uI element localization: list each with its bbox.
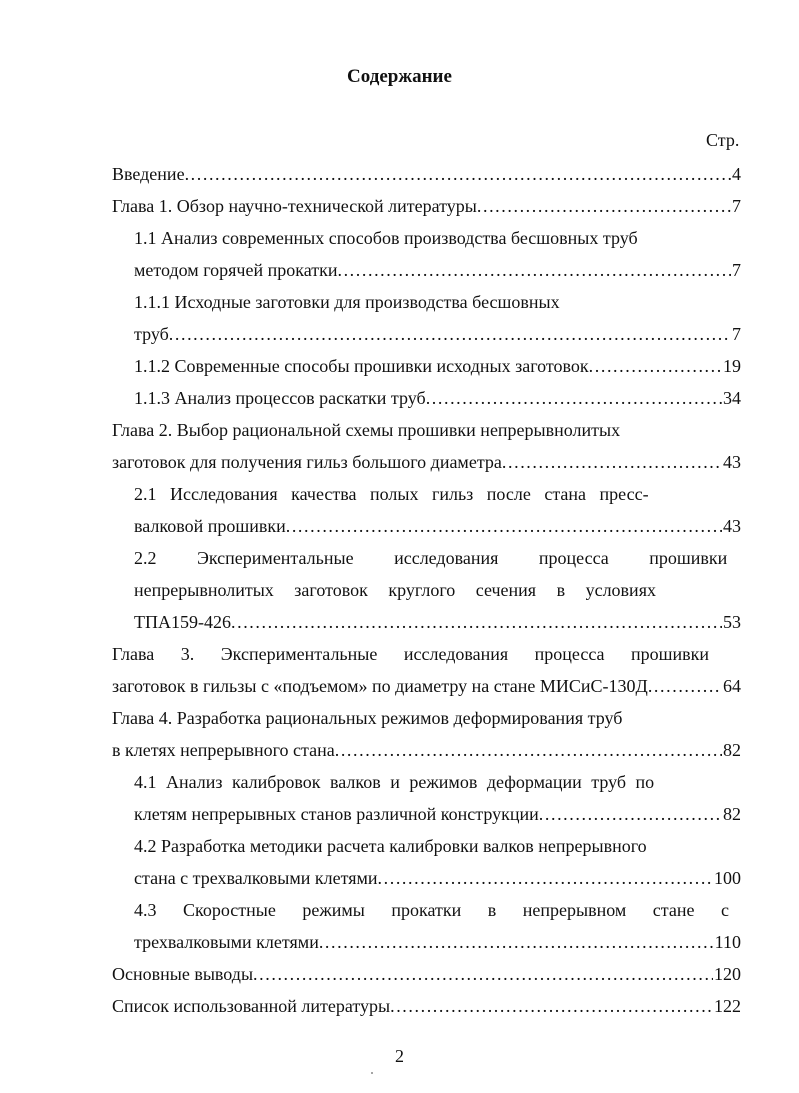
toc-entry-1-1-line1[interactable] xyxy=(134,226,741,250)
toc-entry-2-1-line1[interactable] xyxy=(134,482,679,506)
toc-entry-1-1-2[interactable] xyxy=(134,354,741,378)
dot-leader xyxy=(648,674,722,698)
toc-page-number: 64 xyxy=(723,676,741,696)
dot-leader xyxy=(390,994,713,1018)
page-title: Содержание xyxy=(347,66,452,87)
toc-entry-text: 1.1 Анализ современных способов производства бесшовных труб xyxy=(134,228,638,248)
toc-entry-text: заготовок для получения гильз большого диаметра xyxy=(112,452,502,472)
dot-leader xyxy=(378,866,713,890)
toc-entry-text: Глава 3. Экспериментальные исследования процесса прошивки xyxy=(112,644,710,664)
toc-page-number: 7 xyxy=(732,196,741,216)
toc-page-number: 7 xyxy=(732,260,741,280)
toc-page-number: 43 xyxy=(723,452,741,472)
toc-entry-text: стана с трехвалковыми клетями xyxy=(134,868,378,888)
toc-entry-4-1-line1[interactable] xyxy=(134,770,679,794)
dot-leader xyxy=(477,194,731,218)
toc-entry-text: в клетях непрерывного стана xyxy=(112,740,335,760)
toc-page-number: 53 xyxy=(723,612,741,632)
toc-entry-1-1-line2[interactable] xyxy=(134,258,741,282)
toc-entry-4-3-line2[interactable] xyxy=(134,930,741,954)
toc-page-number: 82 xyxy=(723,804,741,824)
toc-entry-chapter-4-line2[interactable] xyxy=(112,738,741,762)
toc-entry-text: Глава 2. Выбор рациональной схемы прошивки непрерывнолитых xyxy=(112,420,621,440)
toc-entry-text: 2.1 Исследования качества полых гильз после стана пресс- xyxy=(134,484,649,504)
toc-entry-conclusions[interactable] xyxy=(112,962,741,986)
toc-entry-text: непрерывнолитых заготовок круглого сечения в условиях xyxy=(134,580,656,600)
toc-entry-text: методом горячей прокатки xyxy=(134,260,338,280)
toc-entry-4-1-line2[interactable] xyxy=(134,802,741,826)
toc-entry-text: клетям непрерывных станов различной конструкции xyxy=(134,804,539,824)
toc-page-number: 34 xyxy=(723,388,741,408)
dot-leader xyxy=(335,738,722,762)
toc-entry-chapter-3-line1[interactable] xyxy=(112,642,710,666)
toc-entry-2-2-line2[interactable] xyxy=(134,578,679,602)
toc-entry-chapter-3-line2[interactable] xyxy=(112,674,741,698)
dot-leader xyxy=(231,610,722,634)
toc-page-number: 7 xyxy=(732,324,741,344)
toc-entry-4-2-line2[interactable] xyxy=(134,866,741,890)
toc-page-number: 4 xyxy=(732,164,741,184)
toc-entry-intro[interactable] xyxy=(112,162,741,186)
toc-entry-text: 1.1.1 Исходные заготовки для производства бесшовных xyxy=(134,292,560,312)
toc-entry-text: трехвалковыми клетями xyxy=(134,932,319,952)
toc-page-number: 120 xyxy=(714,964,741,984)
dot-leader xyxy=(337,258,731,282)
scan-speck xyxy=(371,1072,373,1074)
toc-entry-text: 2.2 Экспериментальные исследования процесса прошивки xyxy=(134,548,728,568)
toc-page-number: 43 xyxy=(723,516,741,536)
toc-page-number: 122 xyxy=(714,996,741,1016)
dot-leader xyxy=(502,450,722,474)
dot-leader xyxy=(286,514,722,538)
toc-entry-references[interactable] xyxy=(112,994,741,1018)
dot-leader xyxy=(539,802,722,826)
toc-entry-text: Глава 1. Обзор научно-технической литературы xyxy=(112,196,477,216)
toc-entry-2-1-line2[interactable] xyxy=(134,514,741,538)
page-column-label: Стр. xyxy=(706,130,740,150)
dot-leader xyxy=(319,930,714,954)
toc-entry-text: 4.2 Разработка методики расчета калибровки валков непрерывного xyxy=(134,836,647,856)
toc-entry-1-1-3[interactable] xyxy=(134,386,741,410)
toc-entry-text: 4.3 Скоростные режимы прокатки в непрерывном стане с xyxy=(134,900,729,920)
toc-entry-1-1-1-line1[interactable] xyxy=(134,290,676,314)
toc-entry-text: 1.1.2 Современные способы прошивки исходных заготовок xyxy=(134,356,589,376)
toc-entry-4-2-line1[interactable] xyxy=(134,834,741,858)
toc-entry-chapter-2-line2[interactable] xyxy=(112,450,741,474)
toc-entry-text: Основные выводы xyxy=(112,964,254,984)
toc-entry-2-2-line3[interactable] xyxy=(134,610,741,634)
toc-entry-chapter-1[interactable] xyxy=(112,194,741,218)
toc-entry-text: заготовок в гильзы с «подъемом» по диаметру на стане МИСиС-130Д xyxy=(112,676,648,696)
toc-page-number: 100 xyxy=(714,868,741,888)
toc-entry-text: валковой прошивки xyxy=(134,516,286,536)
toc-entry-4-3-line1[interactable] xyxy=(134,898,729,922)
dot-leader xyxy=(253,962,713,986)
toc-page-number: 110 xyxy=(714,932,741,952)
dot-leader xyxy=(169,322,731,346)
toc-entry-text: труб xyxy=(134,324,169,344)
toc-entry-text: 4.1 Анализ калибровок валков и режимов деформации труб по xyxy=(134,772,655,792)
toc-page-number: 82 xyxy=(723,740,741,760)
dot-leader xyxy=(185,162,731,186)
toc-entry-text: Введение xyxy=(112,164,185,184)
dot-leader xyxy=(589,354,722,378)
toc-entry-1-1-1-line2[interactable] xyxy=(134,322,741,346)
toc-page-number: 19 xyxy=(723,356,741,376)
toc-entry-chapter-2-line1[interactable] xyxy=(112,418,741,442)
toc-entry-chapter-4-line1[interactable] xyxy=(112,706,741,730)
toc-entry-text: 1.1.3 Анализ процессов раскатки труб xyxy=(134,388,426,408)
dot-leader xyxy=(426,386,722,410)
page-number: 2 xyxy=(395,1046,404,1066)
toc-entry-text: Список использованной литературы xyxy=(112,996,391,1016)
toc-entry-text: ТПА159-426 xyxy=(134,612,231,632)
toc-entry-text: Глава 4. Разработка рациональных режимов деформирования труб xyxy=(112,708,623,728)
toc-entry-2-2-line1[interactable] xyxy=(134,546,728,570)
